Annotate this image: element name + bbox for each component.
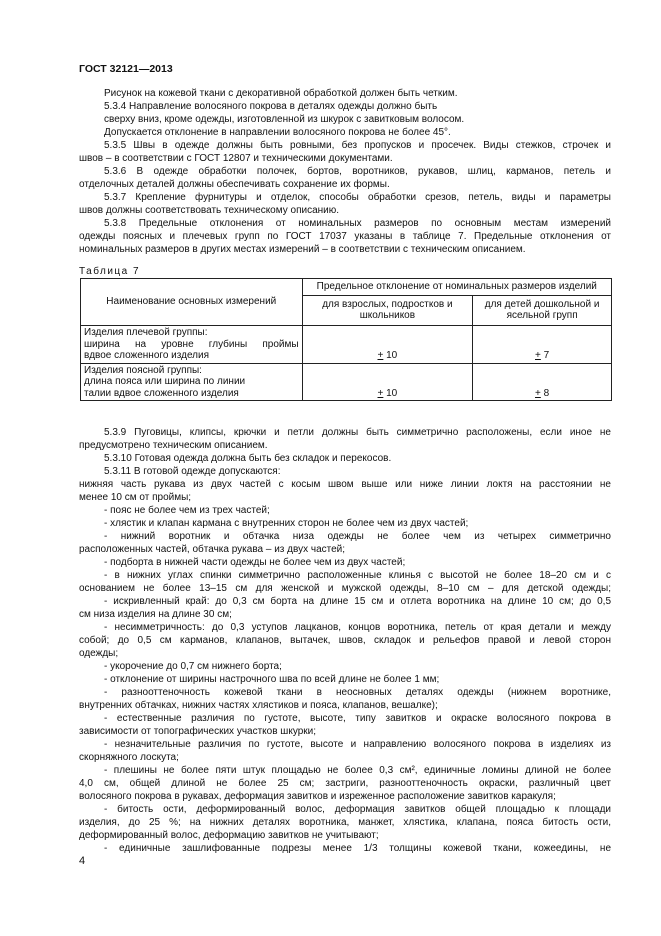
text-line: швов – в соответствии с ГОСТ 12807 и техническими документами. <box>79 153 393 164</box>
value: 8 <box>540 387 550 399</box>
text-line: - битость ости, деформированный волос, деформация завитков общей площадью к площади <box>104 804 611 815</box>
table-row <box>81 363 612 401</box>
row-name-line: Изделия поясной группы: <box>84 364 202 376</box>
text-line: волосяного покрова в рукавах, деформация завитков и изреженное расположение завитков каракуля; <box>79 791 556 802</box>
row-name-line: ширина на уровне глубины проймы <box>84 338 299 350</box>
plus-minus: + <box>377 350 384 361</box>
adult-value <box>302 363 473 401</box>
text-line: одежды; <box>79 648 119 659</box>
text-line: - естественные различия по густоте, высоте, типу завитков и окраске волосяного покрова в <box>104 713 611 724</box>
text-line: внутренних обтачках, нижних частях хлястиков и пояса, клапанов, вешалке); <box>79 700 438 711</box>
text-line: сверху вниз, кроме одежды, изготовленной из шкурок с завитковым волосом. <box>104 114 465 125</box>
document-header: ГОСТ 32121—2013 <box>79 63 173 75</box>
text-line: 5.3.8 Предельные отклонения от номинальных размеров по основным местам измерений <box>104 218 611 229</box>
text-line: изделия, до 25 %; на нижних деталях воротника, манжет, хлястика, клапана, пояса битость ости, <box>79 817 611 828</box>
text-line: - искривленный край: до 0,3 см борта на длине 15 см и отлета воротника на длине 10 см; до 0,5 <box>104 596 611 607</box>
text-line: - незначительные различия по густоте, высоте и направлению волосяного покрова в изделиях из <box>104 739 611 750</box>
text-line: - отклонение от ширины настрочного шва по всей длине не более 1 мм; <box>104 674 440 685</box>
text-line: собой; до 0,5 см карманов, клапанов, вытачек, швов, складок и рельефов правой и левой сторон <box>79 635 611 646</box>
text-line: отделочных деталей должны обеспечивать сохранение их формы. <box>79 179 390 190</box>
text-line: 5.3.11 В готовой одежде допускаются: <box>104 466 281 477</box>
row-name-line: вдвое сложенного изделия <box>84 350 210 361</box>
table-caption: Таблица 7 <box>79 266 141 277</box>
child-value <box>473 363 612 401</box>
text-line: 5.3.4 Направление волосяного покрова в деталях одежды должно быть <box>104 101 438 112</box>
text-line: - плешины не более пяти штук площадью не более 0,3 см², единичные ломины длиной не более <box>104 765 611 776</box>
text-line: предусмотрено техническим описанием. <box>79 440 268 451</box>
text-line: нижняя часть рукава из двух частей с косым швом выше или ниже линии локтя на расстоянии не <box>79 479 611 490</box>
col-adult-header: для взрослых, подростков и школьников <box>302 295 473 325</box>
text-line: основанием не более 13–15 см для женской и мужской одежды, 8–10 см – для детской одежды; <box>79 583 611 594</box>
text-line: 5.3.10 Готовая одежда должна быть без складок и перекосов. <box>104 453 392 464</box>
page-number: 4 <box>79 855 86 867</box>
table-row <box>81 326 612 364</box>
text-line: 5.3.6 В одежде обработки полочек, бортов, воротников, рукавов, шлиц, карманов, петель и <box>104 166 611 177</box>
value: 7 <box>540 350 550 361</box>
row-name-line: талии вдвое сложенного изделия <box>84 387 239 399</box>
col-child-header: для детей дошкольной и ясельной групп <box>473 295 612 325</box>
text-line: деформированный волос, деформацию завитков не учитывают; <box>79 830 379 841</box>
table-7 <box>80 278 612 401</box>
text-line: 5.3.9 Пуговицы, клипсы, крючки и петли должны быть симметрично расположены, если иное не <box>104 427 611 438</box>
text-line: - пояс не более чем из трех частей; <box>104 505 270 516</box>
text-line: - в нижних углах спинки симметрично расположенные клинья с высотой не более 18–20 см и с <box>104 570 611 581</box>
plus-minus: + <box>377 387 384 399</box>
text-line: швов должны соответствовать техническому описанию. <box>79 205 340 216</box>
row-name <box>81 326 303 364</box>
plus-minus: + <box>535 387 541 399</box>
value: 10 <box>383 350 398 361</box>
text-line: см низа изделия на длине 30 см; <box>79 609 232 620</box>
text-line: Допускается отклонение в направлении волосяного покрова не более 45°. <box>104 127 451 138</box>
text-line: - разнооттеночность кожевой ткани в неосновных деталях одежды (нижнем воротнике, <box>104 687 611 698</box>
text-line: скорняжного лоскута; <box>79 752 179 763</box>
col-group-header: Предельное отклонение от номинальных размеров изделий <box>302 279 611 296</box>
text-line: - подборта в нижней части одежды не более чем из двух частей; <box>104 557 406 568</box>
text-line: номинальных размеров в других местах измерений – в соответствии с техническим описанием. <box>79 244 526 255</box>
text-line: - несимметричность: до 0,3 уступов лацканов, концов воротника, петель от края детали и между <box>104 622 611 633</box>
text-line: одежды поясных и плечевых групп по ГОСТ 17037 указаны в таблице 7. Предельные отклонения от <box>79 231 611 242</box>
row-name <box>81 363 303 401</box>
text-line: 4,0 см, общей длиной не более 25 см; застриги, разнооттеночность окраски, различный цвет <box>79 778 611 789</box>
row-name-line: длина пояса или ширина по линии <box>84 376 246 387</box>
text-line: зависимости от топографических участков шкурки; <box>79 726 317 737</box>
text-line: - хлястик и клапан кармана с внутренних сторон не более чем из двух частей; <box>104 518 469 529</box>
text-line: менее 10 см от проймы; <box>79 492 192 503</box>
text-line: расположенных частей, обтачка рукава – из двух частей; <box>79 544 346 555</box>
col-name-header: Наименование основных измерений <box>81 279 303 326</box>
text-line: Рисунок на кожевой ткани с декоративной обработкой должен быть четким. <box>104 88 458 99</box>
value: 10 <box>383 387 398 399</box>
row-name-line: Изделия плечевой группы: <box>84 327 208 338</box>
text-line: 5.3.7 Крепление фурнитуры и отделок, способы обработки срезов, петель, виды и параметры <box>104 192 611 203</box>
text-line: - нижний воротник и обтачка низа одежды не более чем из четырех симметрично <box>104 531 611 542</box>
adult-value <box>302 326 473 364</box>
plus-minus: + <box>535 350 541 361</box>
text-line: - укорочение до 0,7 см нижнего борта; <box>104 661 282 672</box>
text-line: - единичные зашлифованные подрезы менее 1/3 толщины кожевой ткани, кожеедины, не <box>104 843 611 854</box>
text-line: 5.3.5 Швы в одежде должны быть ровными, без пропусков и просечек. Виды стежков, строчек и <box>104 140 611 151</box>
child-value <box>473 326 612 364</box>
